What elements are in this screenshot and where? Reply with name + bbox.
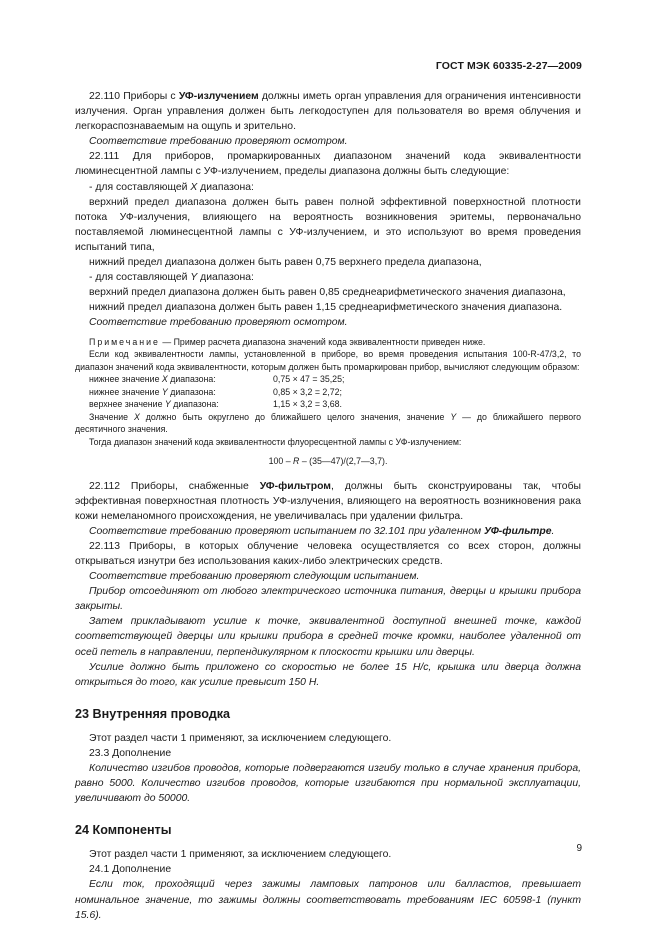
clause-22-110-check: Соответствие требованию проверяют осмотром. [89, 136, 348, 148]
note-result-intro: Тогда диапазон значений кода эквивалентности флуоресцентной лампы с УФ-излучением: [89, 436, 462, 447]
section-23-text: Количество изгибов проводов, которые подвергаются изгибу только в случае хранения прибора, равно 5000. Количество изгибов проводов, которые изгибаются при нормальной эксплуатации, увеличивают до 50000. [75, 763, 581, 805]
clause-22-110: 22.110 Приборы с УФ-излучением должны иметь орган управления для ограничения интенсивности излучения. Орган управления должен быть легкодоступен для пользователя во время облучения и легкораспознаваемым на ощупь и зрительно. [75, 91, 581, 133]
clause-22-112: 22.112 Приборы, снабженные УФ-фильтром, должны быть сконструированы так, чтобы эффективная поверхностная плотность УФ-излучения, влияющего на вероятность возникновения рака кожи немеланомного происхождения, не увеличивалась при удалении фильтра. [75, 480, 581, 522]
note-calc-value: 0,75 × 47 = 35,25; [273, 374, 345, 384]
note-calc-row: верхнее значение Y диапазона: 1,15 × 3,2 = 3,68. [89, 399, 342, 409]
note-calc-value: 0,85 × 3,2 = 2,72; [273, 386, 342, 397]
document-body [75, 89, 581, 923]
formula: 100 – R – (35—47)/(2,7—3,7). [268, 456, 388, 466]
clause-22-111-y-heading: - для составляющей Y диапазона: [89, 272, 254, 284]
section-24-title: 24 Компоненты [75, 823, 172, 838]
note-block [75, 336, 581, 468]
note-heading: Примечание — Пример расчета диапазона значений кода эквивалентности приведен ниже. [89, 336, 486, 347]
clause-22-111-intro: 22.111 Для приборов, промаркированных диапазоном значений кода эквивалентности люминесцентной лампы с УФ-излучением, пределы диапазона должны быть следующие: [75, 151, 581, 178]
note-example: Если код эквивалентности лампы, установленной в приборе, во время проведения испытания 100-R-47/3,2, то диапазон значений кода эквивалентности, которым должен быть промаркирован прибор, вычисляют следующим образом: [75, 349, 581, 372]
clause-22-111-x-lower: нижний предел диапазона должен быть равен 0,75 верхнего предела диапазона, [89, 257, 482, 269]
term-uv-radiation: УФ-излучением [178, 91, 259, 102]
clause-22-113: 22.113 Приборы, в которых облучение человека осуществляется со всех сторон, должны открываться изнутри без использования каких-либо электрических средств. [75, 540, 581, 567]
clause-22-111-y-upper: верхний предел диапазона должен быть равен 0,85 среднеарифметического значения диапазона, [89, 287, 566, 299]
clause-22-111-y-lower: нижний предел диапазона должен быть равен 1,15 среднеарифметического значения диапазона. [89, 302, 563, 314]
clause-22-111-x-heading: - для составляющей X диапазона: [89, 181, 254, 193]
clause-22-113-test-1: Прибор отсоединяют от любого электрического источника питания, дверцы и крышки прибора закрыты. [75, 586, 581, 613]
section-23-scope: Этот раздел части 1 применяют, за исключением следующего. [89, 732, 392, 744]
clause-22-113-check: Соответствие требованию проверяют следующим испытанием. [89, 571, 420, 583]
section-23-title: 23 Внутренняя проводка [75, 706, 231, 721]
clause-22-111-check: Соответствие требованию проверяют осмотром. [89, 317, 348, 329]
clause-22-111-x-upper: верхний предел диапазона должен быть равен полной эффективной поверхностной плотности потока УФ-излучения, влияющего на вероятность возникновения эритемы, первоначально поставляемой люминесцентной лампы с УФ-излучением, и это используют во время проведения испытаний типа, [75, 196, 581, 253]
note-calc-row: нижнее значение Y диапазона: 0,85 × 3,2 = 2,72; [89, 386, 342, 397]
clause-22-113-test-3: Усилие должно быть приложено со скоростью не более 15 Н/с, крышка или дверца должна открыться до того, как усилие превысит 150 Н. [75, 661, 581, 688]
section-24-text: Если ток, проходящий через зажимы ламповых патронов или балластов, превышает номинальное значение, то зажимы должны соответствовать требованиям IEC 60598-1 (пункт 15.6). [75, 879, 581, 921]
section-23-addition: 23.3 Дополнение [89, 747, 172, 759]
term-uv-filter: УФ-фильтром [259, 480, 331, 492]
note-rounding: Значение X должно быть округлено до ближайшего целого значения, значение Y — до ближайшего первого десятичного значения. [75, 411, 581, 434]
note-calc-value: 1,15 × 3,2 = 3,68. [273, 399, 342, 409]
section-24-addition: 24.1 Дополнение [89, 864, 172, 876]
clause-22-112-check: Соответствие требованию проверяют испытанием по 32.101 при удаленном УФ-фильтре. [89, 525, 555, 537]
document-header: ГОСТ МЭК 60335-2-27—2009 [435, 60, 582, 72]
clause-22-113-test-2: Затем прикладывают усилие к точке, эквивалентной доступной внешней точке, каждой соответствующей дверцы или крышки прибора в средней точке кромки, наиболее удаленной от осей петель в направлении, перпендикулярном к плоскости крышки или дверцы. [75, 616, 581, 658]
page-number: 9 [576, 843, 582, 854]
section-24-scope: Этот раздел части 1 применяют, за исключением следующего. [89, 849, 392, 861]
note-calc-row: нижнее значение X диапазона: 0,75 × 47 = 35,25; [89, 374, 345, 384]
